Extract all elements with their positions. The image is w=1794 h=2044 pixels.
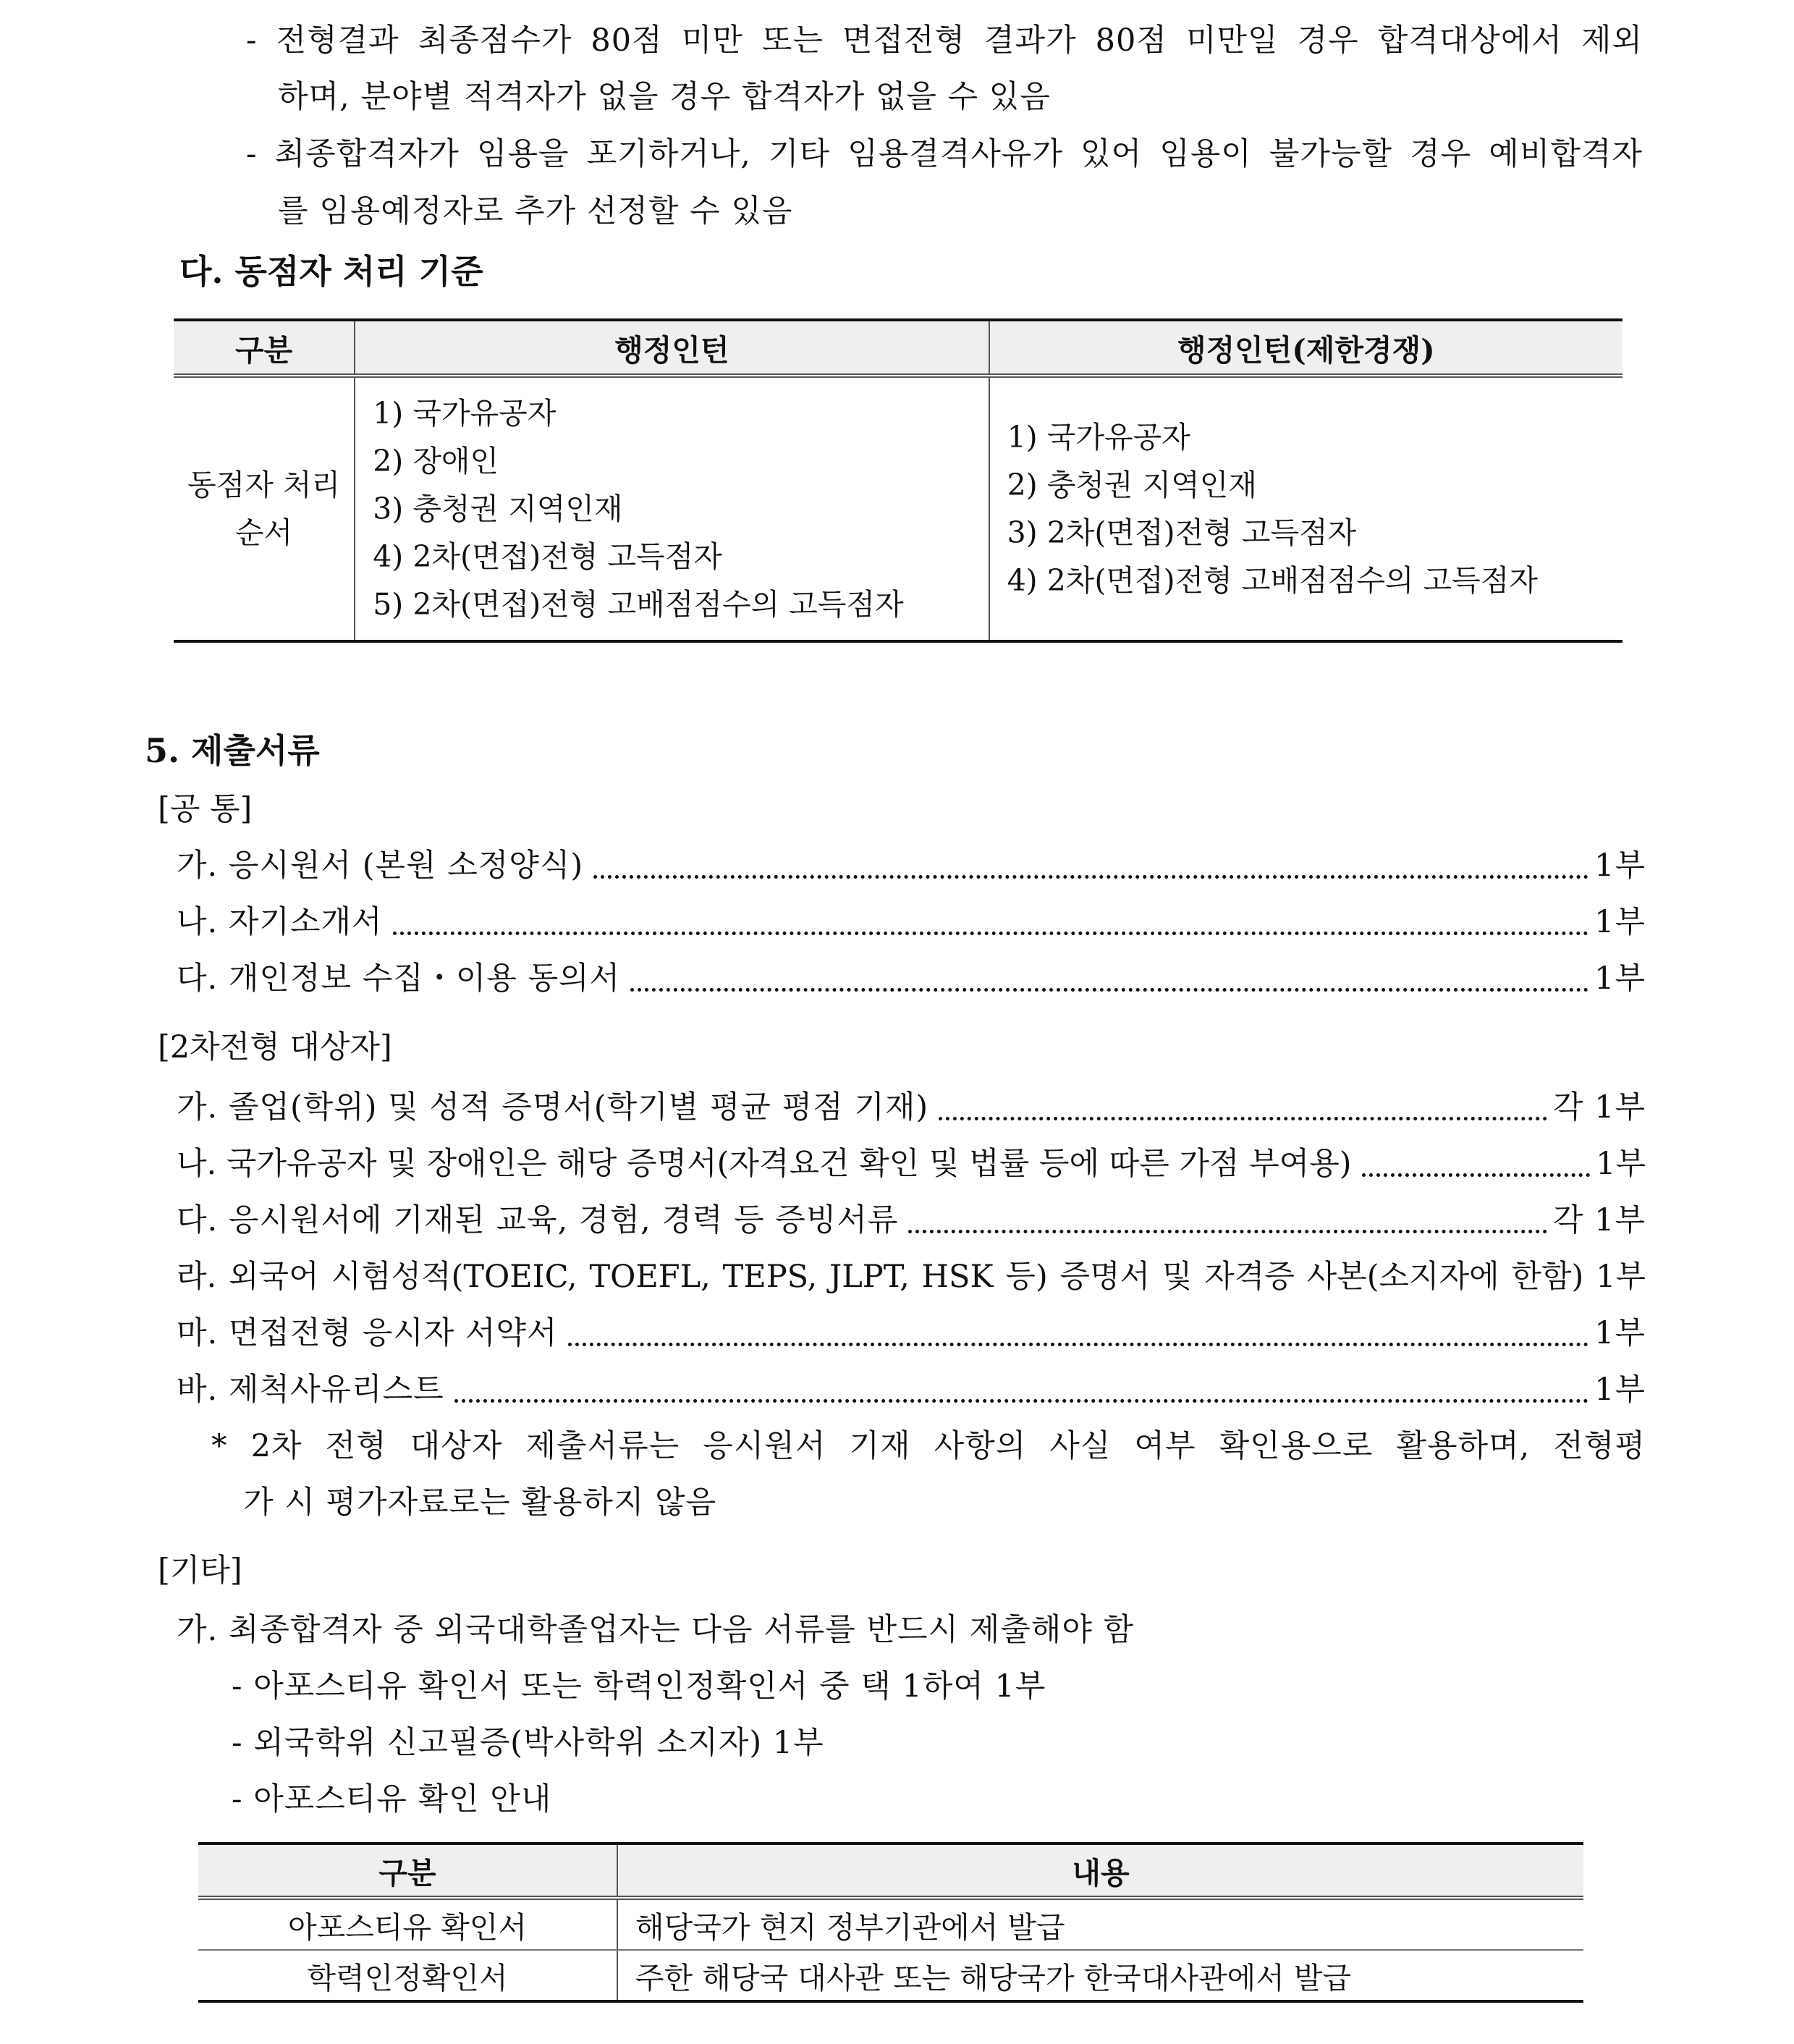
list-item: 3) 2차(면접)전형 고득점자 [1007,515,1357,550]
table-header: 구분 [198,1844,617,1898]
table-header: 구분 [174,320,355,376]
table-header: 행정인턴(제한경쟁) [989,320,1622,376]
item-qty: 각 1부 [1552,1089,1646,1126]
item-qty: 1부 [1594,848,1646,884]
sub-item: - 외국학위 신고필증(박사학위 소지자) 1부 [232,1725,824,1761]
item-label: 다. 응시원서에 기재된 교육, 경험, 경력 등 증빙서류 [177,1202,899,1238]
table-cell: 주한 해당국 대사관 또는 해당국가 한국대사관에서 발급 [617,1950,1583,2001]
item-label: 다. 개인정보 수집・이용 동의서 [177,960,621,997]
table-cell: 아포스티유 확인서 [198,1898,617,1950]
list-item: 2) 장애인 [373,444,499,478]
tie-criteria-table [174,318,1622,643]
list-item: 라. 외국어 시험성적(TOEIC, TOEFL, TEPS, JLPT, HSK 등) 증명서 및 자격증 사본(소지자에 한함) 1부 [177,1259,1646,1295]
sub-item: - 아포스티유 확인 안내 [232,1781,552,1817]
list-item [177,1086,1646,1129]
bullet-1-line-2: 하며, 분야별 적격자가 없을 경우 합격자가 없을 수 있음 [278,79,1051,115]
bullet-1-line-1: - 전형결과 최종점수가 80점 미만 또는 면접전형 결과가 80점 미만일 경우 합격대상에서 제외 [246,22,1643,59]
list-item: 1) 국가유공자 [1007,420,1190,455]
item-qty: 1부 [1594,1315,1646,1351]
item-label: 바. 제척사유리스트 [177,1372,444,1408]
list-item: 4) 2차(면접)전형 고득점자 [373,539,722,574]
item-label: 나. 자기소개서 [177,904,383,940]
common-docs-title: [공 통] [158,791,253,827]
sub-item: - 아포스티유 확인서 또는 학력인정확인서 중 택 1하여 1부 [232,1668,1046,1705]
list-item [177,1312,1646,1355]
row-label-line: 순서 [234,515,293,550]
item-qty: 각 1부 [1552,1202,1646,1238]
table-row [198,1950,1583,2001]
list-item: 가. 최종합격자 중 외국대학졸업자는 다음 서류를 반드시 제출해야 함 [177,1612,1135,1648]
bullet-2-line-1: - 최종합격자가 임용을 포기하거나, 기타 임용결격사유가 있어 임용이 불가능할 경우 예비합격자 [246,136,1643,172]
table-header: 내용 [617,1844,1583,1898]
item-qty: 1부 [1594,960,1646,997]
second-stage-note-line-2: 가 시 평가자료로는 활용하지 않음 [243,1485,717,1521]
list-item: 1) 국가유공자 [373,396,557,431]
table-cell: 학력인정확인서 [198,1950,617,2001]
list-item [177,1142,1646,1186]
second-stage-docs-title: [2차전형 대상자] [158,1029,392,1065]
table-header: 행정인턴 [355,320,989,376]
apostille-table [198,1842,1583,2003]
item-qty: 1부 [1596,1146,1646,1182]
tie-criteria-heading: 다. 동점자 처리 기준 [179,252,483,291]
documents-heading: 5. 제출서류 [145,731,320,770]
second-stage-note-line-1: * 2차 전형 대상자 제출서류는 응시원서 기재 사항의 사실 여부 확인용으로 활용하며, 전형평 [211,1428,1646,1464]
tie-order-admin-intern-restricted [989,376,1622,641]
bullet-2-line-2: 를 임용예정자로 추가 선정할 수 있음 [278,193,793,229]
list-item [177,1199,1646,1242]
list-item: 3) 충청권 지역인재 [373,491,623,526]
item-label: 가. 응시원서 (본원 소정양식) [177,848,584,884]
list-item [177,844,1646,887]
item-label: 마. 면접전형 응시자 서약서 [177,1315,558,1351]
row-label [174,376,355,641]
table-row [198,1898,1583,1950]
row-label-line: 동점자 처리 [187,468,341,502]
item-label: 가. 졸업(학위) 및 성적 증명서(학기별 평균 평점 기재) [177,1089,929,1126]
list-item: 2) 충청권 지역인재 [1007,468,1257,502]
list-item [177,900,1646,944]
list-item: 4) 2차(면접)전형 고배점점수의 고득점자 [1007,563,1538,598]
item-qty: 1부 [1594,904,1646,940]
list-item: 5) 2차(면접)전형 고배점점수의 고득점자 [373,587,904,622]
table-cell: 해당국가 현지 정부기관에서 발급 [617,1898,1583,1950]
etc-docs-title: [기타] [158,1553,242,1589]
tie-order-admin-intern [355,376,989,641]
item-label: 나. 국가유공자 및 장애인은 해당 증명서(자격요건 확인 및 법률 등에 따른 가점 부여용) [177,1146,1352,1182]
item-qty: 1부 [1594,1372,1646,1408]
list-item [177,957,1646,1000]
list-item [177,1368,1646,1411]
